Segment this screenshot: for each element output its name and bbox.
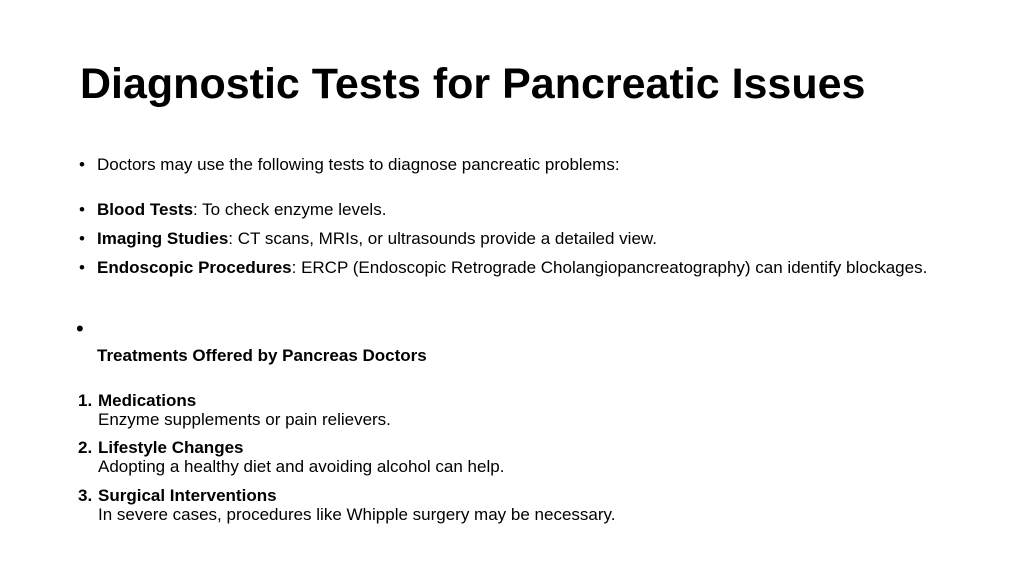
treatment-name: Surgical Interventions: [98, 486, 277, 505]
bullet-dot: •: [79, 229, 85, 248]
bullet-dot: •: [79, 155, 85, 174]
test-name: Endoscopic Procedures: [97, 258, 292, 277]
test-text: [97, 200, 957, 219]
bullet-dot: •: [79, 258, 85, 277]
test-name: Imaging Studies: [97, 229, 229, 248]
treatment-number: 2.: [78, 438, 93, 457]
treatment-desc: In severe cases, procedures like Whipple surgery may be necessary.: [98, 505, 616, 524]
treatments-heading: Treatments Offered by Pancreas Doctors: [97, 346, 427, 365]
treatment-name: Lifestyle Changes: [98, 438, 244, 457]
test-name: Blood Tests: [97, 200, 194, 219]
slide-title: Diagnostic Tests for Pancreatic Issues: [80, 60, 866, 108]
bullet-dot: •: [79, 200, 85, 219]
test-desc: : ERCP (Endoscopic Retrograde Cholangiopancreatography) can identify blockages.: [291, 258, 928, 277]
treatment-number: 3.: [78, 486, 93, 505]
treatment-desc: Enzyme supplements or pain relievers.: [98, 410, 391, 429]
test-desc: : To check enzyme levels.: [193, 200, 387, 219]
test-desc: : CT scans, MRIs, or ultrasounds provide a detailed view.: [228, 229, 657, 248]
treatment-number: 1.: [78, 391, 93, 410]
intro-text: Doctors may use the following tests to diagnose pancreatic problems:: [97, 155, 620, 174]
test-text: [97, 229, 957, 248]
empty-bullet-dot: •: [76, 316, 84, 341]
treatment-desc: Adopting a healthy diet and avoiding alcohol can help.: [98, 457, 505, 476]
treatment-name: Medications: [98, 391, 197, 410]
test-text: [97, 258, 957, 277]
